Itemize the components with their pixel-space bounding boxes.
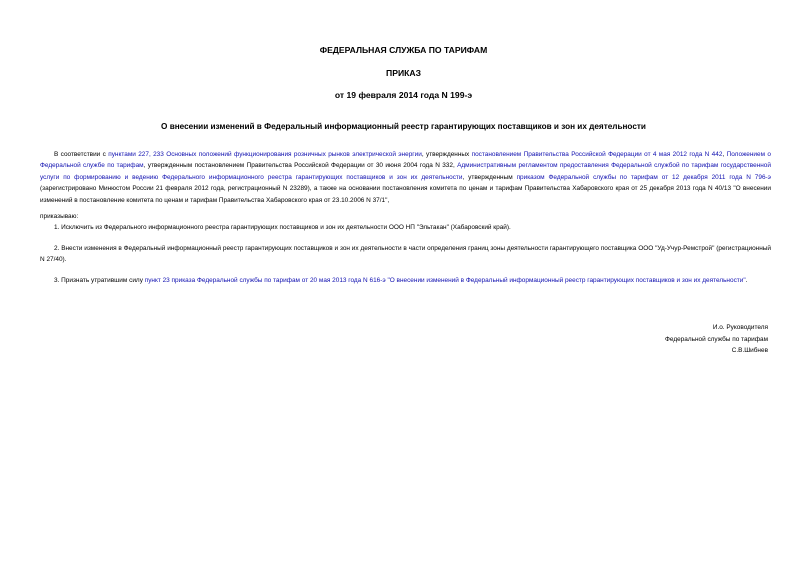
agency-heading: ФЕДЕРАЛЬНАЯ СЛУЖБА ПО ТАРИФАМ — [319, 45, 488, 55]
item-3-text-1: 3. Признать утратившим силу — [54, 277, 145, 284]
doc-type-heading: ПРИКАЗ — [386, 68, 421, 78]
link-administrative-regulation[interactable]: Административным регламентом предоставления Федеральной службой по тарифам государственной услуги по формированию и ведению Федерального информационного реестра гарантирующих поставщиков и зон их деятельности — [40, 162, 771, 181]
preamble-text-4: , утвержденным постановлением Правительства Российской Федерации от 30 июня 2004 года N 332, — [143, 162, 458, 170]
item-3-text-2: . — [745, 277, 748, 284]
document-subject: О внесении изменений в Федеральный информационный реестр гарантирующих поставщиков и зон их деятельности — [161, 122, 646, 131]
link-fst-regulation[interactable]: Положением о Федеральной службе по тарифам — [40, 151, 771, 170]
preamble-text-3: , — [722, 151, 727, 158]
signature-block — [548, 322, 768, 357]
item-3 — [40, 275, 771, 286]
signature-org: Федеральной службы по тарифам — [665, 335, 768, 343]
preamble-text-5: , утвержденным — [462, 173, 517, 181]
signature-position: И.о. Руководителя — [712, 324, 768, 331]
date-number-heading: от 19 февраля 2014 года N 199-э — [334, 90, 473, 100]
link-fst-order-616[interactable]: пункт 23 приказа Федеральной службы по тарифам от 20 мая 2013 года N 616-э "О внесении изменений в Федеральный информационный реестр гарантирующих поставщиков и зон их деятельности" — [144, 277, 746, 284]
signature-name: С.В.Шибнев — [731, 347, 768, 355]
preamble-text-1: В соответствии с — [54, 151, 109, 158]
link-fst-order-796[interactable]: приказом Федеральной службы по тарифам от 12 декабря 2011 года N 796-э — [516, 173, 771, 181]
link-retail-market-provisions[interactable]: пунктами 227, 233 Основных положений функционирования розничных рынков электрической энергии — [108, 151, 422, 158]
order-word: приказываю: — [40, 213, 79, 220]
preamble-paragraph — [40, 149, 771, 206]
preamble-text-2: , утвержденных — [421, 151, 472, 158]
item-2: 2. Внести изменения в Федеральный информационный реестр гарантирующих поставщиков и зон их деятельности в части определения границ зоны деятельности гарантирующего поставщика ООО "Уд-Учур-Ремстрой" (регистрационный N 27/40). — [40, 245, 771, 264]
preamble-text-6: (зарегистрировано Минюстом России 21 февраля 2012 года, регистрационный N 23289), а также на основании постановления комитета по ценам и тарифам Правительства Хабаровского края от 25 декабря 2013 года N 40/13 "О внесении изменений в постановление комитета по ценам и тарифам Правительства Хабаровского края от 23.10.2006 N 37/1", — [40, 185, 771, 204]
link-government-decree-442[interactable]: постановлением Правительства Российской Федерации от 4 мая 2012 года N 442 — [471, 151, 723, 158]
item-1: 1. Исключить из Федерального информационного реестра гарантирующих поставщиков и зон их деятельности ООО НП "Эльтакан" (Хабаровский край). — [54, 224, 511, 231]
